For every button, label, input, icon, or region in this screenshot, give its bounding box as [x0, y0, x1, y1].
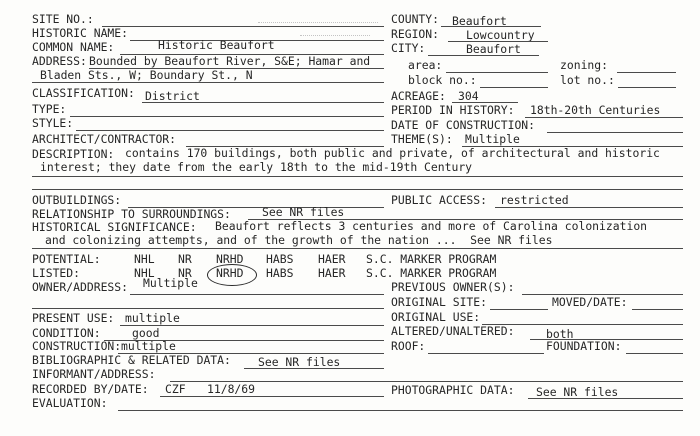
style-line: [76, 130, 384, 131]
site-no-line: [102, 26, 384, 27]
architect-label: ARCHITECT/CONTRACTOR:: [32, 132, 177, 146]
potential-habs: HABS: [266, 252, 294, 266]
description-rule: [32, 176, 683, 177]
classification-label: CLASSIFICATION:: [32, 86, 135, 100]
moved-date-line: [632, 309, 683, 310]
description-line-1: contains 170 buildings, both public and private, of architectural and historic: [125, 146, 660, 160]
potential-nhl: NHL: [134, 252, 155, 266]
present-use-line: [120, 325, 384, 326]
recorded-by-label: RECORDED BY/DATE:: [32, 382, 149, 396]
photographic-value: See NR files: [536, 385, 619, 399]
period-line: [525, 117, 683, 118]
construction-value: multiple: [121, 339, 176, 353]
present-use-value: multiple: [125, 311, 180, 325]
common-name-label: COMMON NAME:: [32, 40, 115, 54]
listed-nrhd: NRHD: [216, 266, 244, 280]
relationship-label: RELATIONSHIP TO SURROUNDINGS:: [32, 207, 231, 221]
significance-line-1: Beaufort reflects 3 centuries and more of Carolina colonization: [215, 219, 648, 233]
significance-label: HISTORICAL SIGNIFICANCE:: [32, 220, 197, 234]
moved-date-label: MOVED/DATE:: [552, 295, 628, 309]
acreage-value: 304: [458, 89, 479, 103]
city-value: Beaufort: [466, 42, 521, 56]
site-no-label: SITE NO.:: [32, 12, 94, 26]
listed-sc-marker: S.C. MARKER PROGRAM: [366, 266, 497, 280]
recorded-date: 11/8/69: [207, 382, 256, 396]
county-label: COUNTY:: [391, 12, 440, 26]
potential-label: POTENTIAL:: [32, 252, 101, 266]
outbuildings-label: OUTBUILDINGS:: [32, 193, 122, 207]
listed-label: LISTED:: [32, 266, 81, 280]
lot-no-label: lot no.:: [560, 73, 615, 87]
bibliographic-value: See NR files: [258, 355, 341, 369]
region-value: Lowcountry: [466, 28, 535, 42]
potential-nrhd: NRHD: [216, 252, 244, 266]
evaluation-label: EVALUATION:: [32, 396, 108, 410]
region-label: REGION:: [391, 27, 440, 41]
significance-line-2: and colonizing attempts, and of the growth of the nation ... See NR files: [45, 233, 553, 247]
zoning-line: [617, 72, 676, 73]
owner-address-label: OWNER/ADDRESS:: [32, 280, 129, 294]
bibliographic-label: BIBLIOGRAPHIC & RELATED DATA:: [32, 353, 231, 367]
type-line: [70, 116, 384, 117]
informant-label: INFORMANT/ADDRESS:: [32, 367, 156, 381]
county-value: Beaufort: [452, 14, 507, 28]
classification-line: [142, 102, 384, 103]
original-site-label: ORIGINAL SITE:: [391, 295, 488, 309]
zoning-label: zoning:: [560, 58, 609, 72]
altered-value: both: [546, 327, 574, 341]
condition-label: CONDITION:: [32, 326, 101, 340]
significance-rule: [32, 248, 683, 249]
listed-nr: NR: [178, 266, 192, 280]
public-access-label: PUBLIC ACCESS:: [391, 193, 488, 207]
classification-value: District: [145, 89, 200, 103]
listed-haer: HAER: [318, 266, 346, 280]
block-no-label: block no.:: [408, 73, 477, 87]
description-blank-rule: [32, 189, 683, 190]
original-use-label: ORIGINAL USE:: [391, 310, 481, 324]
themes-value: Multiple: [465, 132, 520, 146]
county-line: [441, 26, 541, 27]
period-label: PERIOD IN HISTORY:: [391, 103, 515, 117]
owner-address-line: [130, 294, 384, 295]
period-value: 18th-20th Centuries: [530, 103, 661, 117]
evaluation-line: [118, 410, 683, 411]
recorded-by-line: [160, 396, 384, 397]
address-line-2-rule: [32, 82, 384, 83]
nrhd-handdrawn-circle: [207, 264, 257, 286]
condition-value: good: [132, 326, 160, 340]
potential-haer: HAER: [318, 252, 346, 266]
themes-label: THEME(S):: [391, 132, 453, 146]
recorded-by-initials: CZF: [165, 382, 186, 396]
altered-label: ALTERED/UNALTERED:: [391, 324, 515, 338]
public-access-value: restricted: [500, 193, 569, 207]
area-label: area:: [408, 58, 443, 72]
description-label: DESCRIPTION:: [32, 147, 115, 161]
public-access-line: [495, 207, 683, 208]
city-line: [428, 55, 539, 56]
bibliographic-line: [244, 368, 384, 369]
roof-line: [428, 353, 544, 354]
roof-label: ROOF:: [391, 339, 426, 353]
listed-habs: HABS: [266, 266, 294, 280]
scan-dots: [300, 35, 370, 36]
construction-label: CONSTRUCTION:: [32, 339, 122, 353]
present-use-label: PRESENT USE:: [32, 311, 115, 325]
owner-address-value: Multiple: [143, 276, 198, 290]
scan-dots: [258, 22, 378, 23]
type-label: TYPE:: [32, 102, 67, 116]
listed-nhl: NHL: [134, 266, 155, 280]
foundation-label: FOUNDATION:: [546, 339, 622, 353]
previous-owners-label: PREVIOUS OWNER(S):: [391, 280, 515, 294]
style-label: STYLE:: [32, 116, 74, 130]
lot-no-line: [618, 87, 676, 88]
address-line-2: Bladen Sts., W; Boundary St., N: [40, 68, 253, 82]
city-label: CITY:: [391, 41, 426, 55]
potential-sc-marker: S.C. MARKER PROGRAM: [366, 252, 497, 266]
foundation-line: [626, 353, 683, 354]
original-site-line: [490, 309, 548, 310]
description-line-2: interest; they date from the early 18th to the mid-19th Century: [40, 160, 473, 174]
potential-nr: NR: [178, 252, 192, 266]
photographic-line: [528, 398, 683, 399]
date-of-construction-label: DATE OF CONSTRUCTION:: [391, 118, 536, 132]
owner-address-line-2: [32, 308, 384, 309]
acreage-label: ACREAGE:: [391, 89, 446, 103]
historic-name-label: HISTORIC NAME:: [32, 26, 129, 40]
block-no-line: [480, 87, 548, 88]
photographic-label: PHOTOGRAPHIC DATA:: [391, 383, 515, 397]
address-label: ADDRESS:: [32, 54, 87, 68]
common-name-value: Historic Beaufort: [158, 38, 275, 52]
relationship-value: See NR files: [262, 205, 345, 219]
address-line-1: Bounded by Beaufort River, S&E; Hamar and: [89, 54, 371, 68]
date-of-construction-line: [547, 132, 683, 133]
